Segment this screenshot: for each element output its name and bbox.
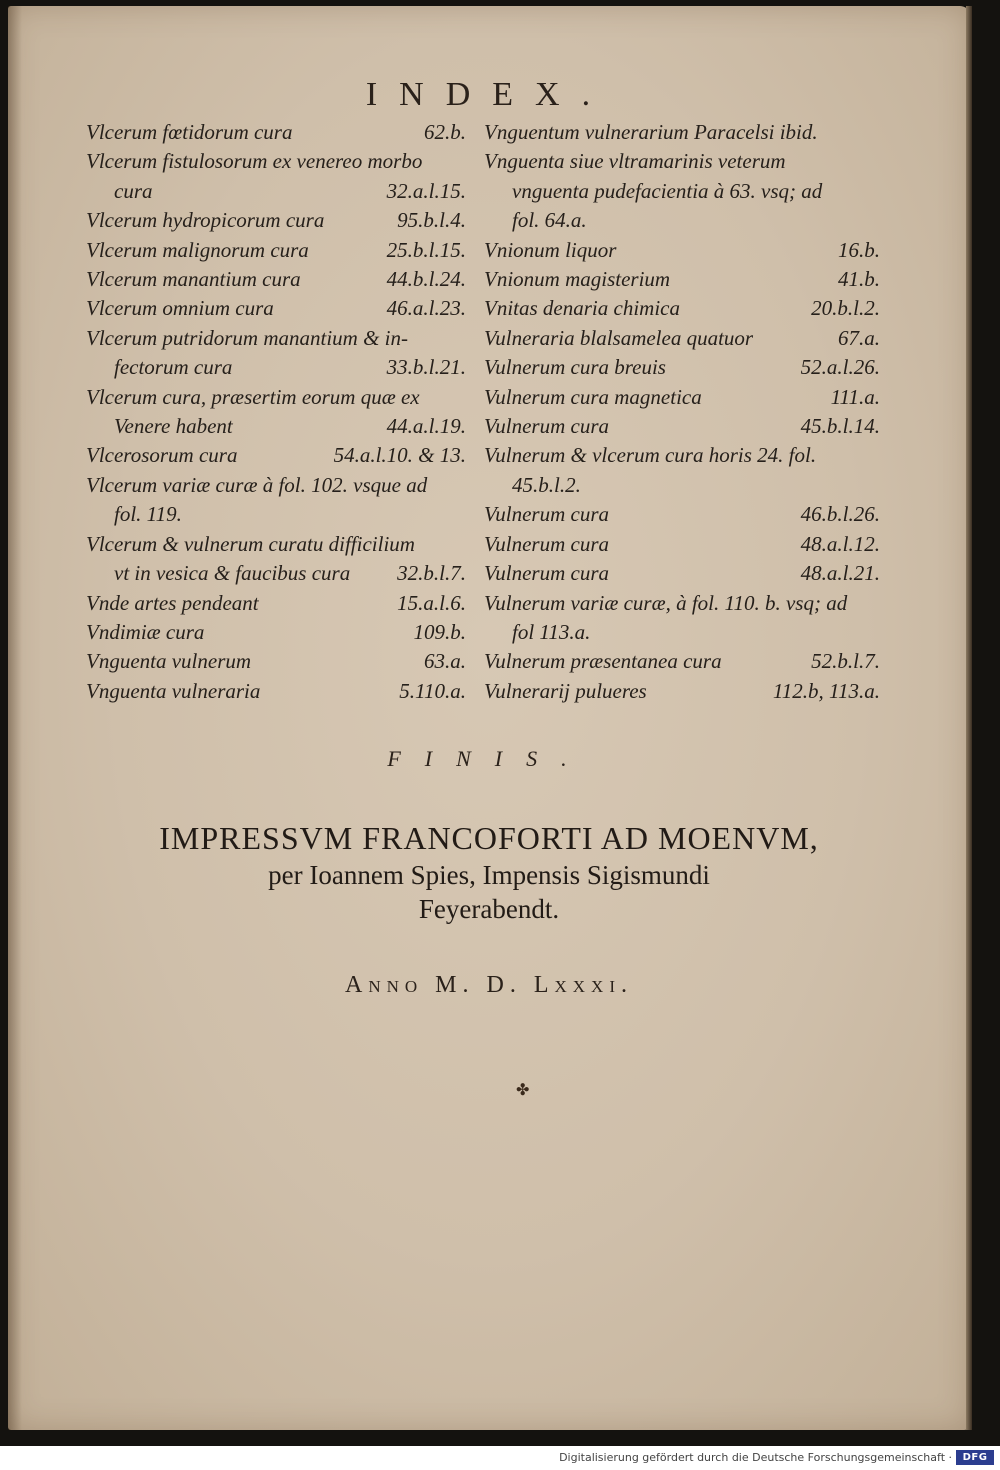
index-entry: Vndimiæ cura 109.b.	[86, 619, 466, 644]
index-entry: Vnionum magisterium 41.b.	[484, 267, 880, 292]
printer-ornament-icon: ✤	[516, 1080, 530, 1099]
imprint-line-1: IMPRESSVM FRANCOFORTI AD MOENVM,	[159, 820, 819, 856]
funding-text: Digitalisierung gefördert durch die Deutsche Forschungsgemeinschaft ·	[559, 1451, 952, 1464]
index-entry: Vlcerum variæ curæ à fol. 102. vsque ad fol. 119.	[86, 472, 428, 527]
index-entry: Vlcerum malignorum cura 25.b.l.15.	[86, 237, 466, 262]
index-entry: Vnionum liquor 16.b.	[484, 237, 880, 262]
index-entry: Vnguenta siue vltramarinis veterum vnguenta pudefacientia à 63. vsq; ad fol. 64.a.	[484, 149, 823, 233]
imprint-line-2: per Ioannem Spies, Impensis Sigismundi	[268, 860, 710, 890]
index-entry: Vlcerum cura, præsertim eorum quæ ex Venere habent 44.a.l.19.	[86, 384, 466, 439]
index-entry: Vnguenta vulnerum 63.a.	[86, 649, 466, 674]
index-entry: Vulnerum cura breuis 52.a.l.26.	[484, 355, 880, 380]
index-entry: Vlcerum fistulosorum ex venereo morbo cura 32.a.l.15.	[86, 149, 466, 203]
index-entry: Vnitas denaria chimica 20.b.l.2.	[484, 296, 880, 321]
index-entry: Vlcerum hydropicorum cura 95.b.l.4.	[86, 208, 466, 233]
index-entry: Vulnerum præsentanea cura 52.b.l.7.	[484, 649, 880, 674]
index-entry: Vulnerum cura magnetica 111.a.	[484, 384, 880, 409]
index-entry: Vlcerum fœtidorum cura 62.b.	[86, 120, 466, 144]
index-entry: Vnguenta vulneraria 5.110.a.	[86, 678, 466, 703]
page-gutter-shadow	[8, 6, 22, 1430]
index-entry: Vulnerum & vlcerum cura horis 24. fol. 45.b.l.2.	[484, 443, 817, 497]
index-column-left	[86, 118, 466, 706]
page-header: INDEX.	[365, 76, 613, 113]
index-entry: Vlcerum manantium cura 44.b.l.24.	[86, 267, 466, 292]
index-entry: Vulnerum cura 46.b.l.26.	[484, 502, 880, 527]
index-entry: Vulnerum variæ curæ, à fol. 110. b. vsq; ad fol 113.a.	[484, 590, 848, 644]
anno-year: Anno M. D. Lxxxi.	[345, 972, 633, 998]
index-entry: Vlcerum putridorum manantium & in- fectorum cura 33.b.l.21.	[86, 325, 466, 380]
index-entry: Vnde artes pendeant 15.a.l.6.	[86, 590, 466, 615]
imprint-block	[8, 818, 970, 926]
page-edge	[966, 6, 972, 1430]
index-entry: Vulnerarij pulueres 112.b, 113.a.	[484, 678, 880, 703]
index-entry: Vulnerum cura 48.a.l.21.	[484, 561, 880, 586]
finis-text: FINIS.	[387, 746, 591, 771]
book-page	[8, 6, 970, 1430]
index-entry: Vnguentum vulnerarium Paracelsi ibid.	[484, 120, 818, 144]
index-column-right	[484, 118, 880, 706]
index-entry: Vlcerum omnium cura 46.a.l.23.	[86, 296, 466, 321]
index-entry: Vlcerum & vulnerum curatu difficilium vt in vesica & faucibus cura 32.b.l.7.	[86, 531, 466, 586]
index-entry: Vlcerosorum cura 54.a.l.10. & 13.	[86, 443, 466, 468]
imprint-line-3: Feyerabendt.	[418, 894, 560, 924]
index-entry: Vulnerum cura 45.b.l.14.	[484, 414, 880, 439]
index-entry: Vulneraria blalsamelea quatuor 67.a.	[484, 325, 880, 350]
dfg-logo-icon: DFG	[956, 1450, 994, 1465]
funding-footer	[0, 1446, 1000, 1470]
index-entry: Vulnerum cura 48.a.l.12.	[484, 531, 880, 556]
